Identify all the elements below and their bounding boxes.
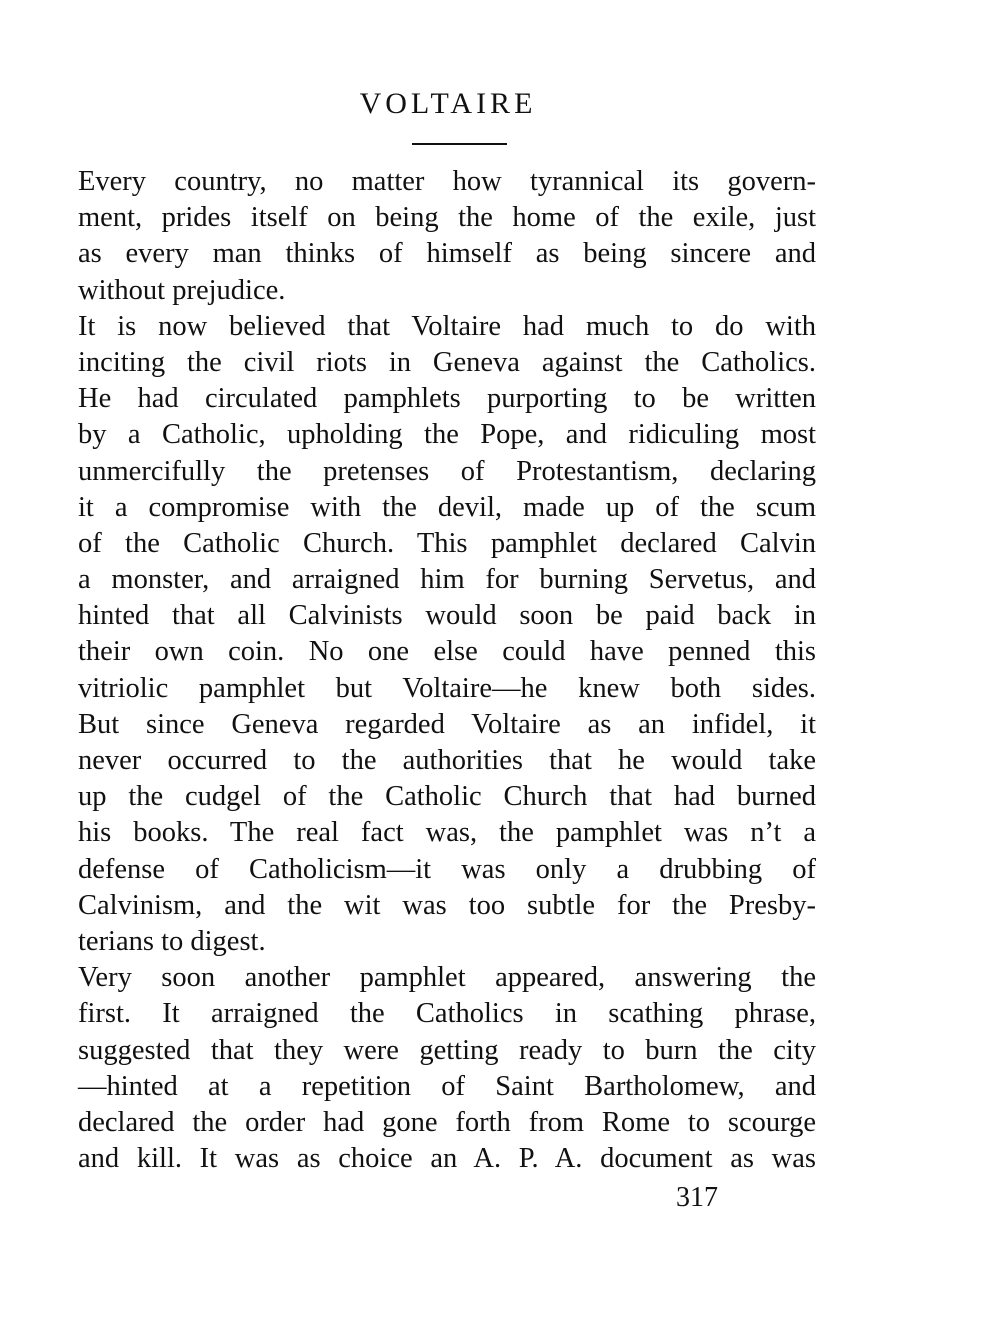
text-line: terians to digest. — [78, 925, 266, 957]
text-line: and kill. It was as choice an A. P. A. document as was — [78, 1143, 816, 1175]
text-line: a monster, and arraigned him for burning Servetus, and — [78, 564, 816, 596]
text-line: suggested that they were getting ready to burn the city — [78, 1034, 816, 1066]
header-rule — [412, 143, 507, 145]
text-line: —hinted at a repetition of Saint Bartholomew, and — [78, 1070, 816, 1102]
text-line: defense of Catholicism—it was only a drubbing of — [78, 853, 816, 885]
text-line: their own coin. No one else could have penned this — [78, 636, 816, 668]
text-line: as every man thinks of himself as being sincere and — [78, 238, 816, 270]
text-line: But since Geneva regarded Voltaire as an infidel, it — [78, 708, 816, 740]
text-line: ment, prides itself on being the home of the exile, just — [78, 202, 816, 234]
text-line: without prejudice. — [78, 274, 286, 306]
text-line: inciting the civil riots in Geneva against the Catholics. — [78, 346, 816, 378]
text-line: It is now believed that Voltaire had much to do with — [78, 310, 816, 342]
text-line: hinted that all Calvinists would soon be paid back in — [78, 600, 816, 632]
text-line: his books. The real fact was, the pamphlet was n’t a — [78, 817, 816, 849]
text-line: Every country, no matter how tyrannical its govern- — [78, 166, 816, 197]
text-line: declared the order had gone forth from Rome to scourge — [78, 1106, 816, 1138]
text-line: He had circulated pamphlets purporting to be written — [78, 383, 816, 415]
text-line: vitriolic pamphlet but Voltaire—he knew both sides. — [78, 672, 816, 704]
running-head-title: VOLTAIRE — [359, 87, 537, 120]
text-line: of the Catholic Church. This pamphlet declared Calvin — [78, 527, 816, 559]
body-text — [78, 164, 816, 1177]
text-line: by a Catholic, upholding the Pope, and ridiculing most — [78, 419, 816, 451]
text-line: first. It arraigned the Catholics in scathing phrase, — [78, 998, 816, 1030]
text-line: up the cudgel of the Catholic Church that had burned — [78, 781, 816, 813]
text-line: Calvinism, and the wit was too subtle for the Presby- — [78, 889, 816, 921]
text-line: unmercifully the pretenses of Protestantism, declaring — [78, 455, 816, 487]
text-line: Very soon another pamphlet appeared, answering the — [78, 962, 816, 994]
text-line: it a compromise with the devil, made up of the scum — [78, 491, 816, 523]
page-number: 317 — [676, 1182, 718, 1213]
text-line: never occurred to the authorities that he would take — [78, 745, 816, 776]
